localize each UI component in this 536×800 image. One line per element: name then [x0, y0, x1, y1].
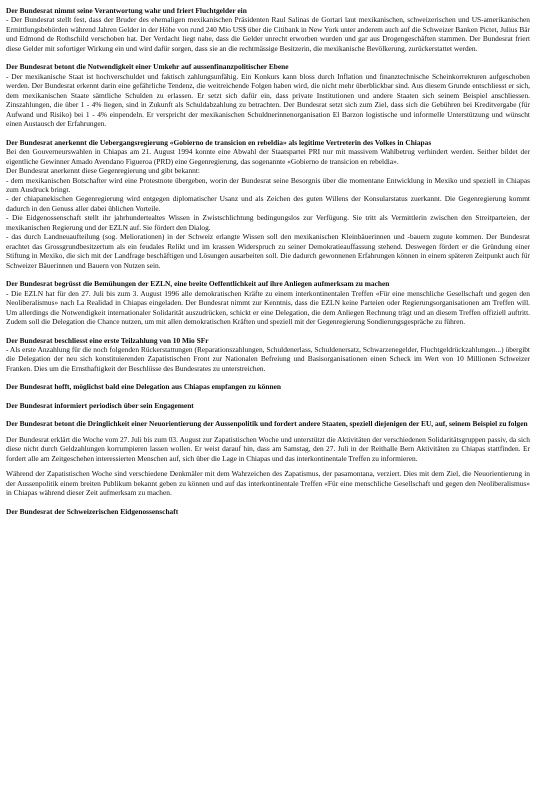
document-page [6, 6, 530, 525]
section-paragraph: - Als erste Anzahlung für die noch folgenden Rückerstattungen (Reparationszahlungen, Schuldenerlass, Schuldenersatz, Schwarzenegelder, Fluchtgeldrückzahlungen...) übergibt die Delegation der neu sich konstituierenden Zapatistischen Front zur Nationalen Befreiung und Basisorganisationen einen Scheck im Wert von 10 Millionen Schweizer Franken. Dies um die Ernsthaftigkeit der Beschlüsse des Bundesrates zu unterstreichen. [6, 345, 530, 373]
section-heading: Der Bundesrat betont die Dringlichkeit einer Neuorientierung der Aussenpolitik und fordert andere Staaten, speziell diejenigen der EU, auf, seinem Beispiel zu folgen [6, 419, 528, 429]
section-paragraph: - Der Bundesrat stellt fest, dass der Bruder des ehemaligen mexikanischen Präsidenten Raul Salinas de Gortari laut mexikanischen, schweizerischen und US-amerikanischen Ermittlungsbehörden während Jahren Gelder in der Höhe von rund 240 Mio US$ über die Citibank in New York unter anderem auch auf die Schweizer Banken Pictet, Julius Bär und Edmond de Rothschild verschoben hat. Der Verdacht liegt nahe, dass die Gelder unrecht erworben wurden und gar aus Drogengeschäften stammen. Der Bundesrat friert diese Gelder mit sofortiger Wirkung ein und wird dafür sorgen, dass sie an die rechtmässige Besitzerin, die mexikanische Bevölkerung, zurückerstattet werden. [6, 15, 530, 53]
section-heading: Der Bundesrat informiert periodisch über sein Engagement [6, 400, 194, 410]
section-heading: Der Bundesrat anerkennt die Uebergangsregierung «Gobierno de transicion en rebeldia» als legitime Vertreterin des Volkes in Chiapas [6, 137, 432, 147]
section-paragraph: Bei den Gouverneurswahlen in Chiapas am 21. August 1994 konnte eine Abwahl der Staatspartei PRI nur mit massivem Wahlbetrug verhindert werden. Seither bildet der eigentliche Gewinner Amado Avendano Figueroa (PRD) eine Gegenregierung, das sogenannte «Gobierno de transicion en rebeldia». [6, 147, 530, 166]
section-neuorientierung [6, 419, 530, 497]
section-signature [6, 507, 530, 516]
section-paragraph: - Der mexikanische Staat ist hochverschuldet und faktisch zahlungsunfähig. Ein Konkurs kann bloss durch Inflation und finanztechnische Scheinkorrekturen aufgeschoben werden. Der Bundesrat erkennt darin eine gefährliche Tendenz, die weitreichende Folgen haben wird, die nicht mehr überblickbar sind. Aus diesem Grunde entschliesst er sich, dem mexikanischen Staate sämtliche Schulden zu erlassen. Er setzt sich dafür ein, dass private Institutionen und andere Staaten sich seinem Beispiel anschliessen. Zinszahlungen, die über 1 - 4% liegen, sind in Zukunft als Schuldabzahlung zu betrachten. Der Bundesrat setzt sich zum Ziel, dass sich die Gebühren bei Kreditvergabe (für Aufwand und Risiko) bei 1 - 4% einpendeln. Er verspricht der mexikanischen Schuldnerinnenorganisation El Barzon logistische und informelle Unterstützung und wünscht einen Austausch der Erfahrungen. [6, 71, 530, 129]
section-aussenfinanzpolitik [6, 62, 530, 128]
section-heading: Der Bundesrat betont die Notwendigkeit einer Umkehr auf aussenfinanzpolitischer Ebene [6, 62, 289, 72]
section-paragraph: - dem mexikanischen Botschafter wird eine Protestnote übergeben, worin der Bundesrat seine Besorgnis über die momentane Entwicklung in Mexiko und speziell in Chiapas zum Ausdruck bringt. [6, 175, 530, 194]
signature-line: Der Bundesrat der Schweizerischen Eidgenossenschaft [6, 506, 179, 516]
section-paragraph: - Die EZLN hat für den 27. Juli bis zum 3. August 1996 alle demokratischen Kräfte zu einem interkontinentalen Treffen «Für eine menschliche Gesellschaft und gegen den Neoliberalismus» nach La Realidad in Chiapas eingeladen. Der Bundesrat nimmt zur Kenntnis, dass die EZLN keine Parteien oder Regierungsorganisationen am Treffen will. Um allerdings die Notwendigkeit internationaler Solidarität auszudrücken, schickt er eine Delegation, die dem Anliegen Rechnung trägt und an diesem Treffen offiziell auftritt. Zudem soll die Delegation die Chance nutzen, um mit allen demokratischen Kräften und speziell mit der Gegenregierung Sondierungsgespräche zu führen. [6, 288, 530, 327]
section-delegation [6, 382, 530, 391]
section-paragraph: - der chiapanekischen Gegenregierung wird entgegen diplomatischer Usanz und als Zeichen des guten Willens der Konsularstatus zuerkannt. Die Gegenregierung kommt dadurch in den Genuss aller dabei üblichen Vorteile. [6, 194, 530, 213]
section-heading: Der Bundesrat begrüsst die Bemühungen der EZLN, eine breite Oeffentlichkeit auf ihre Anliegen aufmerksam zu machen [6, 279, 390, 289]
section-uebergangsregierung [6, 138, 530, 271]
section-information [6, 401, 530, 410]
section-teilzahlung [6, 336, 530, 374]
section-paragraph: Der Bundesrat anerkennt diese Gegenregierung und gibt bekannt: [6, 166, 200, 176]
section-heading: Der Bundesrat beschliesst eine erste Teilzahlung von 10 Mio SFr [6, 335, 209, 345]
section-heading: Der Bundesrat hofft, möglichst bald eine Delegation aus Chiapas empfangen zu können [6, 382, 281, 392]
section-paragraph: Der Bundesrat erklärt die Woche vom 27. Juli bis zum 03. August zur Zapatistischen Woche und unterstützt die Aktivitäten der verschiedenen Solidaritätsgruppen passiv, da sich diese nicht durch Geldzahlungen korrumpieren lassen wollen. Er weist darauf hin, dass am Samstag, den 27. Juli in der Reithalle Bern Aktivitäten zu Chiapas stattfinden. Er fordert alle am Zeitgeschehen interessierten Menschen auf, sich über die Lage in Chiapas und das interkontinentale Treffen zu informieren. [6, 434, 530, 463]
section-paragraph: - das durch Landneuaufteilung (sog. Meliorationen) in der Schweiz erlangte Wissen soll den mexikanischen Kleinbäuerinnen und -bauern zugute kommen. Der Bundesrat erachtet das Grossgrundbesitzertum als ein feudales Relikt und im krassen Widerspruch zu seiner Demokratieauffassung stehend. Deswegen fördert er die Gründung einer Stiftung in Mexiko, die sich mit der Landfrage beschäftigen und Lösungen ausarbeiten soll. Die dadurch gewonnenen Erfahrungen können in einem späteren Zeitpunkt auch für Schweizer Bäuerinnen und Bauern von Nutzen sein. [6, 232, 530, 270]
section-paragraph: Während der Zapatistischen Woche sind verschiedene Denkmäler mit dem Wahrzeichen des Zapatismus, der pasamontana, verziert. Dies mit dem Ziel, die Neuorientierung in der Aussenpolitik einem breiten Publikum bekannt geben zu können und auf das interkontinentale Treffen «Für eine menschliche Gesellschaft und gegen den Neoliberalismus» in Chiapas während dieser Zeit aufmerksam zu machen. [6, 469, 530, 498]
section-fluchtgelder [6, 6, 530, 53]
section-paragraph: - Die Eidgenossenschaft stellt ihr jahrhundertealtes Wissen in Zwistschlichtung bedingungslos zur Verfügung. Sie tritt als Vermittlerin zwischen den Streitparteien, der mexikanischen Regierung und der EZLN auf. Sie fördert den Dialog. [6, 213, 530, 232]
section-ezln [6, 279, 530, 326]
section-heading: Der Bundesrat nimmt seine Verantwortung wahr und friert Fluchtgelder ein [6, 6, 247, 15]
